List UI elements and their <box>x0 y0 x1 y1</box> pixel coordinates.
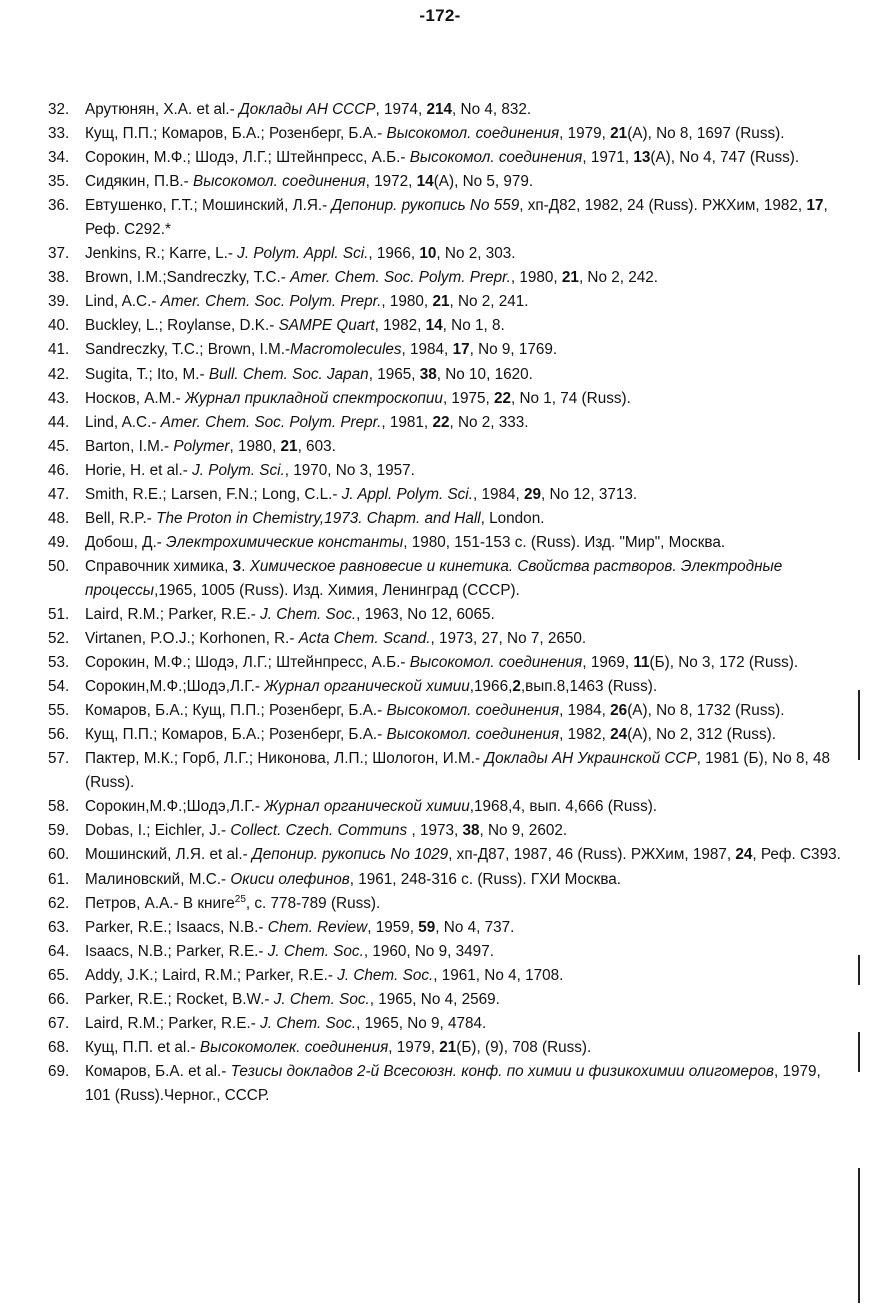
reference-text: Кущ, П.П.; Комаров, Б.А.; Розенберг, Б.А.- Высокомол. соединения, 1982, 24(А), No 2, 312 (Russ). <box>85 726 776 744</box>
reference-number: 50. <box>48 557 70 575</box>
margin-mark <box>858 1032 860 1072</box>
reference-number: 63. <box>48 918 70 936</box>
reference-number: 62. <box>48 894 70 912</box>
reference-item <box>48 194 848 242</box>
reference-number: 36. <box>48 197 70 215</box>
reference-item <box>48 266 848 290</box>
reference-number: 69. <box>48 1062 70 1080</box>
reference-number: 37. <box>48 245 70 263</box>
reference-item <box>48 387 848 411</box>
reference-item <box>48 892 848 916</box>
reference-number: 47. <box>48 485 70 503</box>
reference-number: 54. <box>48 678 70 696</box>
reference-number: 34. <box>48 149 70 167</box>
reference-text: Lind, A.C.- Amer. Chem. Soc. Polym. Prepr., 1981, 22, No 2, 333. <box>85 413 529 431</box>
reference-item <box>48 411 848 435</box>
reference-number: 51. <box>48 605 70 623</box>
reference-text: Петров, А.А.- В книге$^{25}$, с. 778-789 (Russ). <box>85 893 381 912</box>
reference-text: Пактер, М.К.; Горб, Л.Г.; Никонова, Л.П.; Шологон, И.М.- Доклады АН Украинской ССР, 1981 (Б), No 8, 48 (Russ). <box>85 750 830 792</box>
reference-number: 39. <box>48 293 70 311</box>
reference-text: Buckley, L.; Roylanse, D.K.- SAMPE Quart, 1982, 14, No 1, 8. <box>85 317 505 335</box>
reference-item <box>48 627 848 651</box>
reference-item <box>48 964 848 988</box>
reference-text: Parker, R.E.; Isaacs, N.B.- Chem. Review, 1959, 59, No 4, 737. <box>85 918 515 936</box>
reference-text: Isaacs, N.B.; Parker, R.E.- J. Chem. Soc., 1960, No 9, 3497. <box>85 942 494 960</box>
reference-item <box>48 555 848 603</box>
margin-mark <box>858 690 860 760</box>
reference-number: 68. <box>48 1038 70 1056</box>
reference-text: Lind, A.C.- Amer. Chem. Soc. Polym. Prepr., 1980, 21, No 2, 241. <box>85 293 529 311</box>
reference-text: Laird, R.M.; Parker, R.E.- J. Chem. Soc., 1963, No 12, 6065. <box>85 605 495 623</box>
reference-item <box>48 940 848 964</box>
reference-item <box>48 531 848 555</box>
reference-text: Сорокин,М.Ф.;Шодэ,Л.Г.- Журнал органической химии,1968,4, вып. 4,666 (Russ). <box>85 798 658 816</box>
reference-item <box>48 819 848 843</box>
reference-text: Сорокин, М.Ф.; Шодэ, Л.Г.; Штейнпресс, А.Б.- Высокомол. соединения, 1971, 13(А), No 4, 747 (Russ). <box>85 149 800 167</box>
reference-number: 40. <box>48 317 70 335</box>
reference-item <box>48 122 848 146</box>
reference-text: Addy, J.K.; Laird, R.M.; Parker, R.E.- J. Chem. Soc., 1961, No 4, 1708. <box>85 966 564 984</box>
reference-item <box>48 338 848 362</box>
reference-item <box>48 1012 848 1036</box>
reference-item <box>48 170 848 194</box>
reference-number: 67. <box>48 1014 70 1032</box>
reference-item <box>48 98 848 122</box>
reference-number: 46. <box>48 461 70 479</box>
reference-text: Сорокин,М.Ф.;Шодэ,Л.Г.- Журнал органической химии,1966,2,вып.8,1463 (Russ). <box>85 678 658 696</box>
reference-text: Сидякин, П.В.- Высокомол. соединения, 1972, 14(А), No 5, 979. <box>85 173 534 191</box>
reference-item <box>48 868 848 892</box>
reference-text: Сорокин, М.Ф.; Шодэ, Л.Г.; Штейнпресс, А.Б.- Высокомол. соединения, 1969, 11(Б), No 3, 172 (Russ). <box>85 654 799 672</box>
reference-text: Laird, R.M.; Parker, R.E.- J. Chem. Soc., 1965, No 9, 4784. <box>85 1014 487 1032</box>
reference-number: 49. <box>48 533 70 551</box>
reference-number: 57. <box>48 750 70 768</box>
reference-number: 43. <box>48 389 70 407</box>
reference-item <box>48 747 848 795</box>
reference-text: Smith, R.E.; Larsen, F.N.; Long, C.L.- J. Appl. Polym. Sci., 1984, 29, No 12, 3713. <box>85 485 638 503</box>
reference-text: Bell, R.P.- The Proton in Chemistry,1973. Chapm. and Hall, London. <box>85 509 545 527</box>
reference-text: Справочник химика, 3. Химическое равновесие и кинетика. Свойства растворов. Электродные процессы,1965, 1005 (Russ). Изд. Химия, Ленинград (СССР). <box>85 557 783 599</box>
reference-text: Dobas, I.; Eichler, J.- Collect. Czech. Communs , 1973, 38, No 9, 2602. <box>85 822 568 840</box>
reference-text: Virtanen, P.O.J.; Korhonen, R.- Acta Chem. Scand., 1973, 27, No 7, 2650. <box>85 630 587 648</box>
reference-number: 65. <box>48 966 70 984</box>
reference-number: 42. <box>48 365 70 383</box>
reference-number: 32. <box>48 101 70 118</box>
reference-item <box>48 988 848 1012</box>
reference-item <box>48 916 848 940</box>
reference-text: Parker, R.E.; Rocket, B.W.- J. Chem. Soc., 1965, No 4, 2569. <box>85 990 500 1008</box>
reference-text: Малиновский, М.С.- Окиси олефинов, 1961, 248-316 с. (Russ). ГХИ Москва. <box>85 870 622 888</box>
reference-text: Арутюнян, Х.А. et al.- Доклады АН СССР, 1974, 214, No 4, 832. <box>85 101 532 118</box>
reference-number: 52. <box>48 630 70 648</box>
reference-text: Jenkins, R.; Karre, L.- J. Polym. Appl. Sci., 1966, 10, No 2, 303. <box>85 245 516 263</box>
margin-mark <box>858 1168 860 1303</box>
reference-item <box>48 699 848 723</box>
reference-number: 61. <box>48 870 70 888</box>
reference-number: 44. <box>48 413 70 431</box>
reference-list <box>48 98 848 1108</box>
reference-item <box>48 1036 848 1060</box>
reference-text: Sugita, T.; Ito, M.- Bull. Chem. Soc. Japan, 1965, 38, No 10, 1620. <box>85 365 533 383</box>
reference-text: Носков, А.М.- Журнал прикладной спектроскопии, 1975, 22, No 1, 74 (Russ). <box>85 389 631 407</box>
reference-text: Brown, I.M.;Sandreczky, T.C.- Amer. Chem. Soc. Polym. Prepr., 1980, 21, No 2, 242. <box>85 269 659 287</box>
reference-number: 60. <box>48 846 70 864</box>
reference-item <box>48 1060 848 1108</box>
reference-item <box>48 363 848 387</box>
reference-number: 53. <box>48 654 70 672</box>
reference-number: 38. <box>48 269 70 287</box>
reference-item <box>48 795 848 819</box>
reference-text: Комаров, Б.А.; Кущ, П.П.; Розенберг, Б.А.- Высокомол. соединения, 1984, 26(А), No 8, 1732 (Russ). <box>85 702 785 720</box>
reference-item <box>48 603 848 627</box>
reference-item <box>48 435 848 459</box>
reference-number: 41. <box>48 341 70 359</box>
reference-item <box>48 483 848 507</box>
reference-text: Кущ, П.П. et al.- Высокомолек. соединения, 1979, 21(Б), (9), 708 (Russ). <box>85 1038 592 1056</box>
reference-number: 66. <box>48 990 70 1008</box>
reference-text: Мошинский, Л.Я. et al.- Депонир. рукопись No 1029, хп-Д87, 1987, 46 (Russ). РЖХим, 1987, 24, Реф. С393. <box>85 846 841 864</box>
reference-text: Комаров, Б.А. et al.- Тезисы докладов 2-й Всесоюзн. конф. по химии и физикохимии олигомеров, 1979, 101 (Russ).Черног., СССР. <box>85 1062 821 1104</box>
reference-item <box>48 242 848 266</box>
reference-item <box>48 290 848 314</box>
reference-number: 48. <box>48 509 70 527</box>
reference-item <box>48 507 848 531</box>
reference-number: 45. <box>48 437 70 455</box>
reference-text: Sandreczky, T.C.; Brown, I.M.-Macromolecules, 1984, 17, No 9, 1769. <box>85 341 558 359</box>
reference-number: 33. <box>48 125 70 143</box>
reference-number: 58. <box>48 798 70 816</box>
reference-item <box>48 459 848 483</box>
reference-text: Кущ, П.П.; Комаров, Б.А.; Розенберг, Б.А.- Высокомол. соединения, 1979, 21(А), No 8, 1697 (Russ). <box>85 125 785 143</box>
margin-mark <box>858 955 860 985</box>
reference-number: 35. <box>48 173 70 191</box>
reference-item <box>48 314 848 338</box>
reference-number: 55. <box>48 702 70 720</box>
reference-text: Евтушенко, Г.Т.; Мошинский, Л.Я.- Депонир. рукопись No 559, хп-Д82, 1982, 24 (Russ). РЖХим, 1982, 17, Реф. С292.* <box>85 197 828 239</box>
reference-item <box>48 843 848 867</box>
reference-text: Horie, H. et al.- J. Polym. Sci., 1970, No 3, 1957. <box>85 461 415 479</box>
reference-item <box>48 146 848 170</box>
page-number: -172- <box>419 6 461 25</box>
reference-item <box>48 723 848 747</box>
reference-number: 64. <box>48 942 70 960</box>
reference-number: 56. <box>48 726 70 744</box>
reference-item <box>48 651 848 675</box>
reference-item <box>48 675 848 699</box>
reference-text: Добош, Д.- Электрохимические константы, 1980, 151-153 с. (Russ). Изд. "Мир", Москва. <box>85 533 726 551</box>
reference-text: Barton, I.M.- Polymer, 1980, 21, 603. <box>85 437 336 455</box>
reference-number: 59. <box>48 822 70 840</box>
